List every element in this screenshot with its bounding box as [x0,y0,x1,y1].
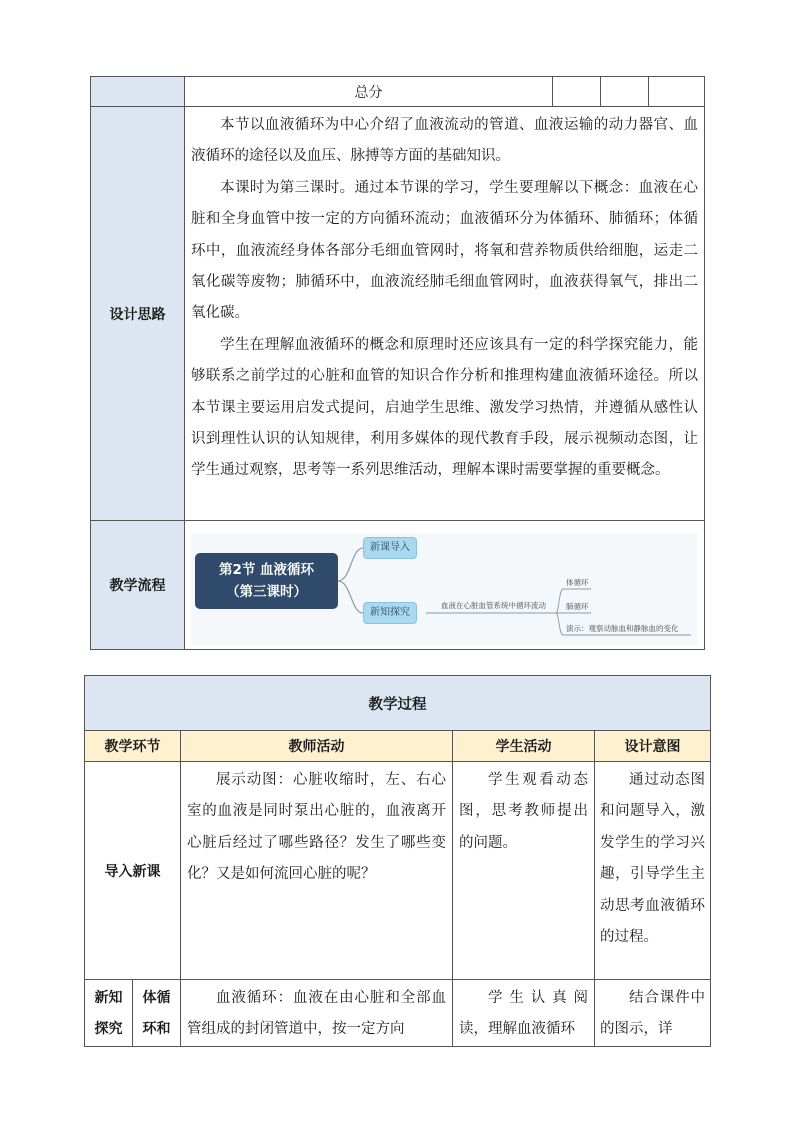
teaching-process-table [84,675,711,1047]
score-cell-2[interactable] [601,77,649,107]
stage-intro: 导入新课 [85,762,181,980]
total-score-label: 总分 [185,77,553,107]
mind-map-sub-branch: 血液在心脏血管系统中循环流动 [441,601,546,610]
design-paragraph: 本课时为第三课时。通过本节课的学习，学生要理解以下概念：血液在心脏和全身血管中按一定的方向循环流动；血液循环分为体循环、肺循环；体循环中，血液流经身体各部分毛细血管网时，将氧和营养物质供给细胞，运走二氧化碳等废物；肺循环中，血液流经肺毛细血管网时，血液获得氧气，排出二氧化碳。 [191,179,698,322]
sub-stage-systemic: 体循环和 [133,980,181,1047]
mind-map-leaf: 演示：观察动脉血和静脉血的变化 [566,624,679,633]
score-cell-3[interactable] [649,77,705,107]
mind-map-leaf: 体循环 [566,578,589,587]
total-row-label-cell [91,77,185,107]
design-idea-label: 设计思路 [91,107,185,521]
teacher-activity-explore: 血液循环：血液在由心脏和全部血管组成的封闭管道中，按一定方向 [181,980,453,1047]
teacher-activity-intro: 展示动图：心脏收缩时，左、右心室的血液是同时泵出心脏的，血液离开心脏后经过了哪些路径？发生了哪些变化？又是如何流回心脏的呢？ [181,762,453,980]
column-header-teacher: 教师活动 [181,731,453,762]
teaching-flow-cell [185,521,705,650]
mind-map-leaf: 肺循环 [566,602,589,611]
mind-map-branch-explore: 新知探究 [363,602,417,624]
teaching-process-title: 教学过程 [85,676,711,731]
mind-map [191,533,697,645]
design-intent-explore: 结合课件中的图示，详 [595,980,711,1047]
design-intent-intro: 通过动态图和问题导入，激发学生的学习兴趣，引导学生主动思考血液循环的过程。 [595,762,711,980]
column-header-intent: 设计意图 [595,731,711,762]
student-activity-explore: 学生认真阅读，理解血液循环 [453,980,595,1047]
lesson-overview-table [90,76,705,650]
student-activity-intro: 学生观看动态图，思考教师提出的问题。 [453,762,595,980]
design-paragraph: 学生在理解血液循环的概念和原理时还应该具有一定的科学探究能力，能够联系之前学过的心脏和血管的知识合作分析和推理构建血液循环途径。所以本节课主要运用启发式提问，启迪学生思维、激发学习热情，并遵循从感性认识到理性认识的认知规律，利用多媒体的现代教育手段，展示视频动态图，让学生通过观察，思考等一系列思维活动，理解本课时需要掌握的重要概念。 [191,336,698,479]
design-paragraph: 本节以血液循环为中心介绍了血液流动的管道、血液运输的动力器官、血液循环的途径以及血压、脉搏等方面的基础知识。 [191,117,698,165]
stage-explore: 新知探究 [85,980,133,1047]
mind-map-branch-intro: 新课导入 [363,537,417,559]
column-header-stage: 教学环节 [85,731,181,762]
score-cell-1[interactable] [553,77,601,107]
teaching-flow-label: 教学流程 [91,521,185,650]
mind-map-root: 第2节 血液循环（第三课时） [195,553,338,609]
design-idea-content [185,107,705,521]
column-header-student: 学生活动 [453,731,595,762]
